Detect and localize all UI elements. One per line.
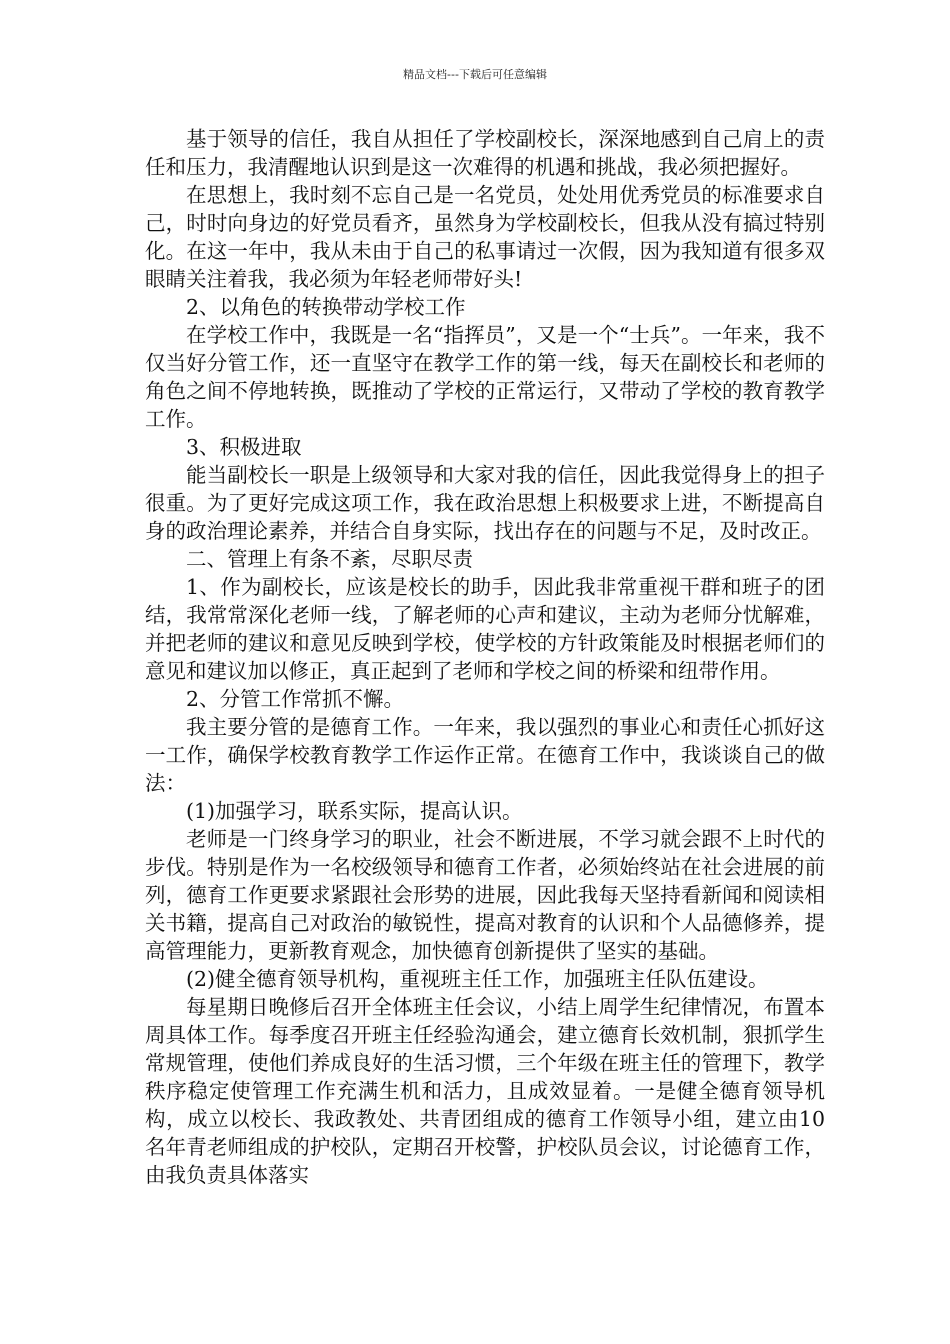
paragraph: 基于领导的信任，我自从担任了学校副校长，深深地感到自己肩上的责任和压力，我清醒地认识到是这一次难得的机遇和挑战，我必须把握好。 (145, 127, 825, 179)
section-heading: 二、管理上有条不紊，尽职尽责 (186, 547, 473, 571)
sub-heading: (1)加强学习，联系实际，提高认识。 (186, 799, 523, 823)
sub-heading: (2)健全德育领导机构，重视班主任工作，加强班主任队伍建设。 (186, 967, 769, 991)
section-heading: 2、分管工作常抓不懈。 (186, 687, 405, 711)
paragraph: 每星期日晚修后召开全体班主任会议，小结上周学生纪律情况，布置本周具体工作。每季度召开班主任经验沟通会，建立德育长效机制，狠抓学生常规管理，使他们养成良好的生活习惯，三个年级在班主任的管理下，教学秩序稳定使管理工作充满生机和活力，且成效显着。一是健全德育领导机构，成立以校长、我政教处、共青团组成的德育工作领导小组，建立由10名年青老师组成的护校队，定期召开校警，护校队员会议，讨论德育工作，由我负责具体落实 (145, 995, 825, 1187)
document-body (145, 125, 825, 1189)
paragraph: 老师是一门终身学习的职业，社会不断进展，不学习就会跟不上时代的步伐。特别是作为一名校级领导和德育工作者，必须始终站在社会进展的前列，德育工作更要求紧跟社会形势的进展，因此我每天坚持看新闻和阅读相关书籍，提高自己对政治的敏锐性，提高对教育的认识和个人品德修养，提高管理能力，更新教育观念，加快德育创新提供了坚实的基础。 (145, 827, 825, 963)
paragraph: 1、作为副校长，应该是校长的助手，因此我非常重视干群和班子的团结，我常常深化老师一线，了解老师的心声和建议，主动为老师分忧解难，并把老师的建议和意见反映到学校，使学校的方针政策能及时根据老师们的意见和建议加以修正，真正起到了老师和学校之间的桥梁和纽带作用。 (145, 575, 825, 683)
page-header: 精品文档---下载后可任意编辑 (403, 68, 547, 81)
paragraph: 能当副校长一职是上级领导和大家对我的信任，因此我觉得身上的担子很重。为了更好完成这项工作，我在政治思想上积极要求上进，不断提高自身的政治理论素养，并结合自身实际，找出存在的问题与不足，及时改正。 (145, 463, 825, 543)
paragraph: 在思想上，我时刻不忘自己是一名党员，处处用优秀党员的标准要求自己，时时向身边的好党员看齐，虽然身为学校副校长，但我从没有搞过特别化。在这一年中，我从未由于自己的私事请过一次假，因为我知道有很多双眼睛关注着我，我必须为年轻老师带好头! (145, 183, 825, 291)
paragraph: 我主要分管的是德育工作。一年来，我以强烈的事业心和责任心抓好这一工作，确保学校教育教学工作运作正常。在德育工作中，我谈谈自己的做法： (145, 715, 825, 795)
section-heading: 3、积极进取 (186, 435, 302, 459)
paragraph: 在学校工作中，我既是一名“指挥员”，又是一个“士兵”。一年来，我不仅当好分管工作，还一直坚守在教学工作的第一线，每天在副校长和老师的角色之间不停地转换，既推动了学校的正常运行，又带动了学校的教育教学工作。 (145, 323, 825, 431)
section-heading: 2、以角色的转换带动学校工作 (186, 295, 466, 319)
